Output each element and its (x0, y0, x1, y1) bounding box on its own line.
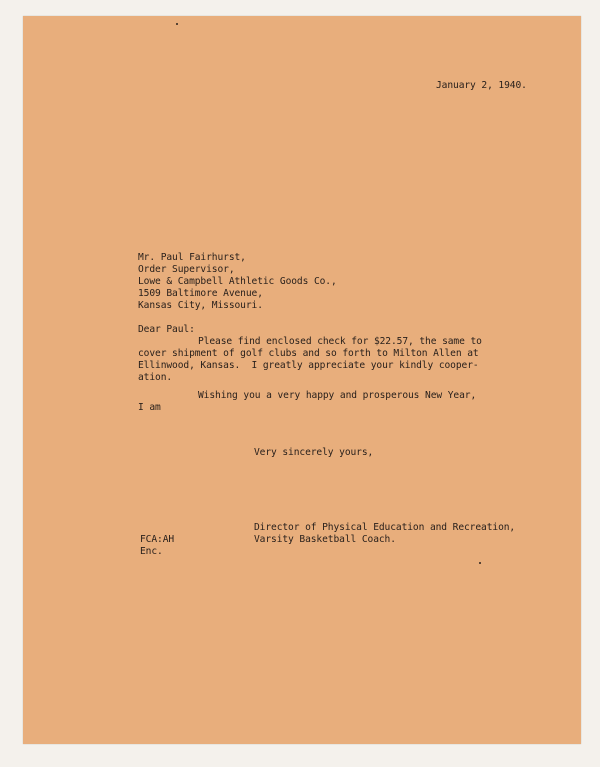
recipient-line: Lowe & Campbell Athletic Goods Co., (138, 276, 337, 287)
body-line: ation. (138, 372, 173, 383)
recipient-line: Order Supervisor, (138, 264, 235, 275)
paper-speck (176, 23, 178, 25)
body-line: Please find enclosed check for $22.57, the same to (198, 336, 482, 347)
paper-speck (479, 562, 481, 564)
body-line: cover shipment of golf clubs and so forth to Milton Allen at (138, 348, 479, 359)
letter-date: January 2, 1940. (436, 80, 527, 91)
closing-line: Wishing you a very happy and prosperous New Year, (198, 390, 477, 401)
recipient-line: Kansas City, Missouri. (138, 300, 263, 311)
closing-line: I am (138, 402, 161, 413)
body-line: Ellinwood, Kansas. I greatly appreciate your kindly cooper- (138, 360, 479, 371)
recipient-line: Mr. Paul Fairhurst, (138, 252, 246, 263)
salutation: Dear Paul: (138, 324, 195, 335)
complimentary-close: Very sincerely yours, (254, 447, 374, 458)
enclosure-notation: Enc. (140, 546, 163, 557)
signature-title-line: Director of Physical Education and Recreation, (254, 522, 516, 533)
reference-initials: FCA:AH (140, 534, 175, 545)
letter-page (23, 16, 581, 744)
recipient-line: 1509 Baltimore Avenue, (138, 288, 263, 299)
signature-title-line: Varsity Basketball Coach. (254, 534, 396, 545)
